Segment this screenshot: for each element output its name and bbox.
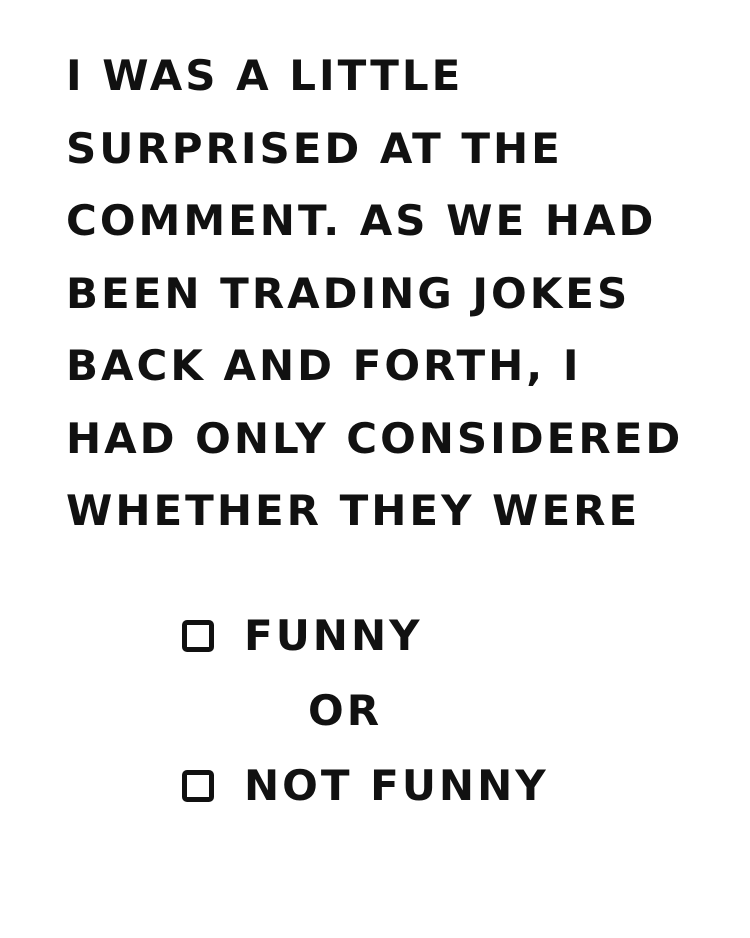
narration-line: COMMENT. AS WE HAD	[66, 196, 657, 245]
narration-line: HAD ONLY CONSIDERED	[66, 413, 684, 463]
checkbox-not-funny[interactable]	[182, 770, 214, 802]
choice-not-funny-label: NOT FUNNY	[244, 761, 549, 810]
narration-line: SURPRISED AT THE	[66, 123, 563, 173]
narration-line: BACK AND FORTH, I	[66, 341, 582, 390]
narration-line: WHETHER THEY WERE	[66, 486, 641, 535]
choice-funny[interactable]	[182, 602, 702, 670]
choice-funny-label: FUNNY	[244, 611, 423, 660]
checkbox-funny[interactable]	[182, 620, 214, 652]
narration-line: BEEN TRADING JOKES	[66, 268, 631, 318]
narration-line: I WAS A LITTLE	[66, 51, 464, 100]
choice-list	[182, 602, 702, 820]
or-separator: OR	[308, 686, 383, 735]
choice-not-funny[interactable]	[182, 752, 702, 820]
narration-text	[66, 40, 726, 548]
